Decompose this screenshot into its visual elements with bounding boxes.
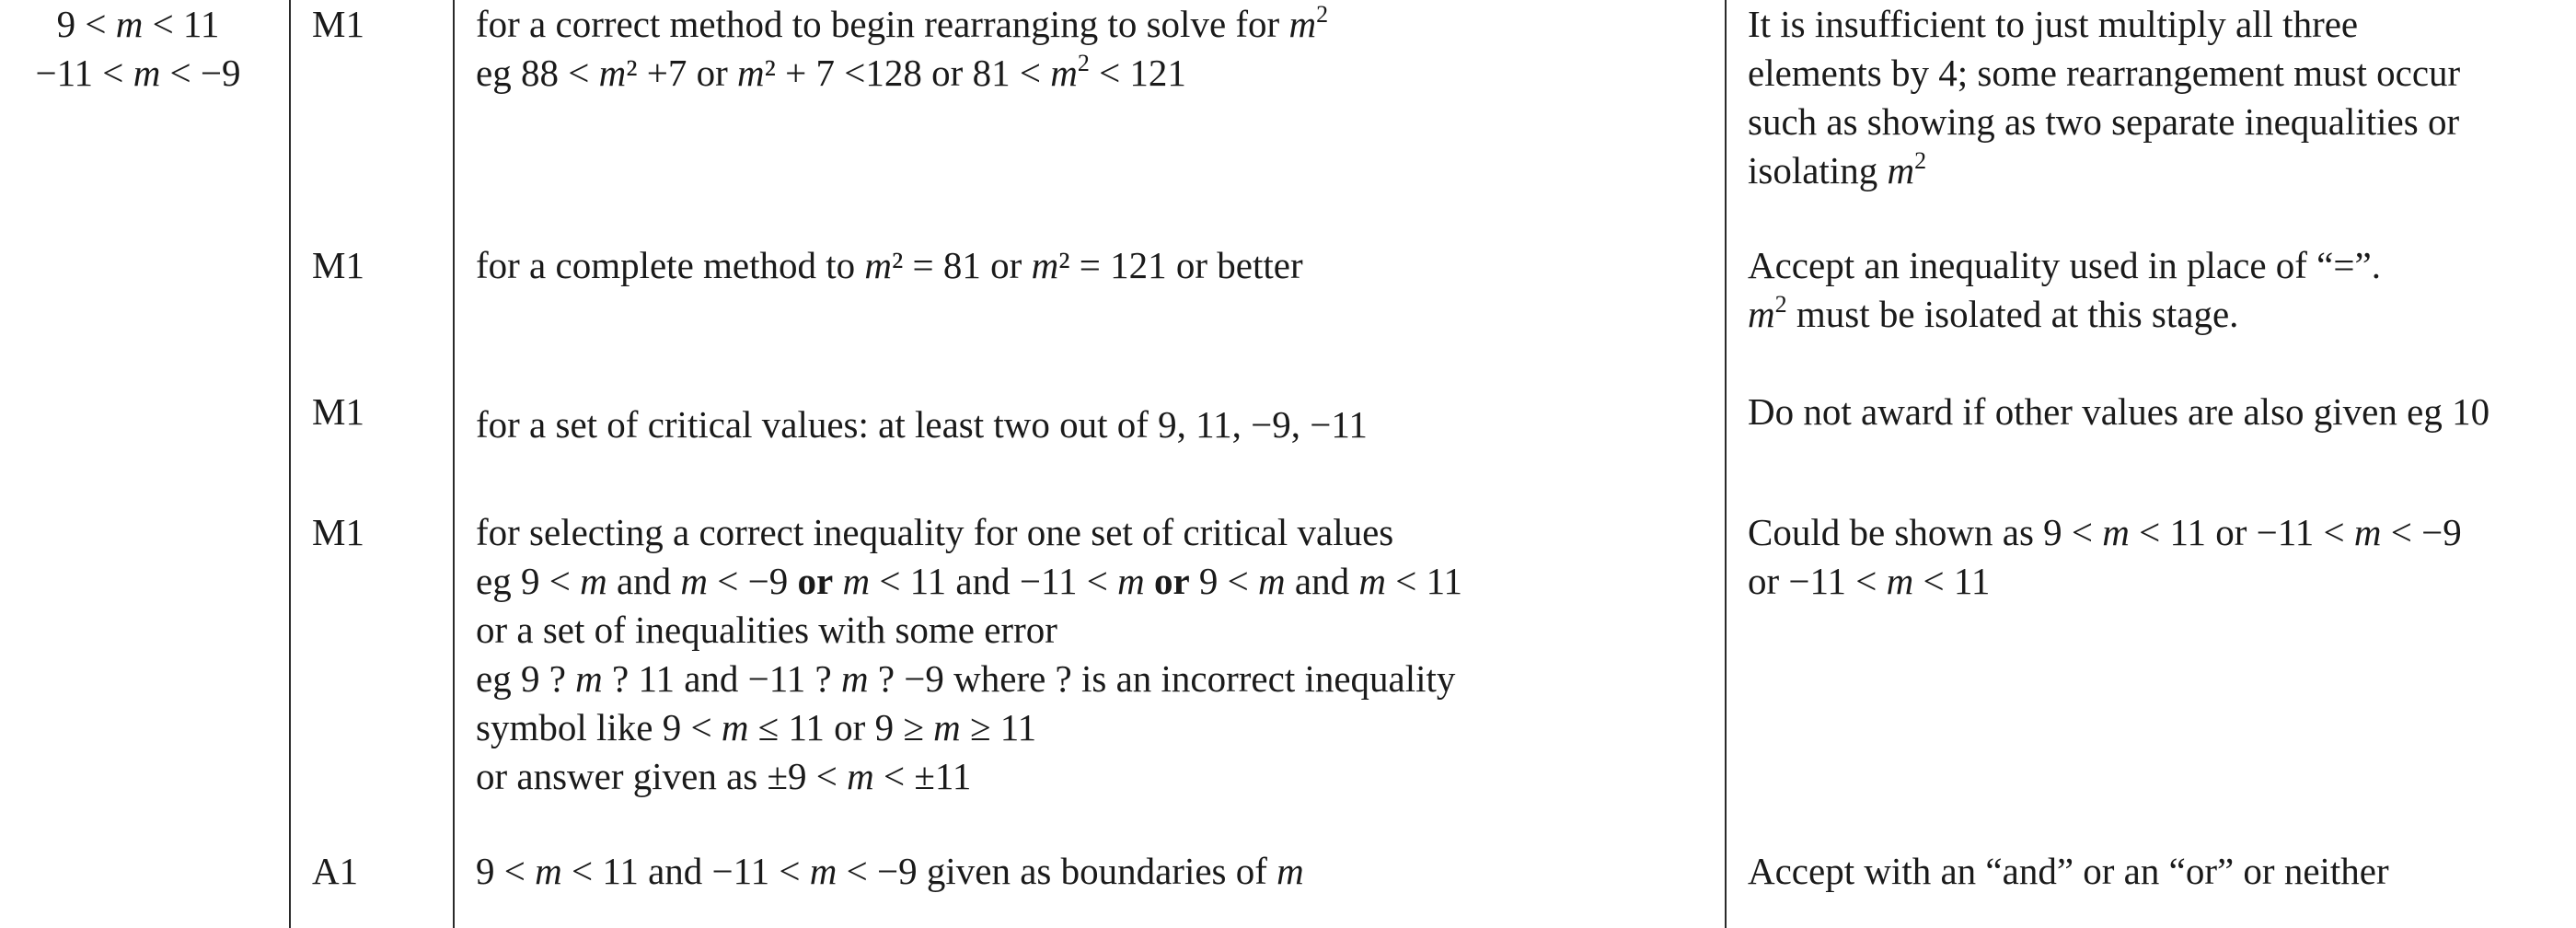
notes-row-2-line-2: $m^2$ must be isolated at this stage.	[1748, 291, 2239, 335]
notes-row-3-line-1: Do not award if other values are also given eg 10	[1748, 390, 2490, 433]
mark-row-5: A1	[312, 850, 359, 892]
notes-row-4-line-1: Could be shown as 9 < m < 11 or −11 < m < −9	[1748, 511, 2462, 553]
method-row-1	[476, 0, 1328, 98]
mark-row-4: M1	[312, 511, 364, 553]
method-row-5-line-1: 9 < m < 11 and −11 < m < −9 given as boundaries of m	[476, 850, 1304, 892]
column-divider-1	[289, 0, 291, 928]
method-row-1-line-1: for a correct method to begin rearranging to solve for $m^2$	[476, 1, 1329, 45]
notes-row-2-line-1: Accept an inequality used in place of “=”.	[1748, 244, 2381, 286]
method-row-4-line-2: eg 9 < m and m < −9 or m < 11 and −11 < m or 9 < m and m < 11	[476, 560, 1463, 602]
notes-row-5	[1748, 847, 2389, 896]
method-row-4-line-4: eg 9 ? m ? 11 and −11 ? m ? −9 where ? is an incorrect inequality	[476, 657, 1456, 700]
method-row-5	[476, 847, 1304, 896]
notes-row-1-line-1: It is insufficient to just multiply all three	[1748, 3, 2359, 45]
answer-cell	[0, 0, 276, 98]
notes-row-1	[1748, 0, 2460, 195]
method-row-4	[476, 508, 1462, 801]
method-row-2-line-1: for a complete method to m² = 81 or m² = 121 or better	[476, 244, 1303, 286]
answer-line-2: −11 < m < −9	[35, 52, 241, 94]
notes-row-1-line-4: isolating $m^2$	[1748, 147, 1927, 191]
method-row-1-line-2: eg 88 < m² +7 or m² + 7 <128 or $81 < m^2 < 121$	[476, 50, 1186, 94]
mark-row-1: M1	[312, 3, 364, 45]
notes-row-1-line-3: such as showing as two separate inequalities or	[1748, 100, 2460, 143]
column-divider-3	[1725, 0, 1727, 928]
method-row-4-line-5: symbol like 9 < m ≤ 11 or 9 ≥ m ≥ 11	[476, 706, 1037, 748]
method-row-3	[476, 400, 1368, 449]
notes-row-2	[1748, 241, 2381, 339]
notes-row-5-line-1: Accept with an “and” or an “or” or neither	[1748, 850, 2389, 892]
method-row-4-line-1: for selecting a correct inequality for one set of critical values	[476, 511, 1394, 553]
notes-row-4	[1748, 508, 2462, 606]
answer-line-1: 9 < m < 11	[56, 3, 220, 45]
notes-row-4-line-2: or −11 < m < 11	[1748, 560, 1991, 602]
column-divider-2	[453, 0, 455, 928]
mark-row-2: M1	[312, 244, 364, 286]
notes-row-1-line-2: elements by 4; some rearrangement must occur	[1748, 52, 2461, 94]
method-row-3-line-1: for a set of critical values: at least two out of 9, 11, −9, −11	[476, 403, 1368, 446]
notes-row-3	[1748, 388, 2489, 436]
method-row-4-line-3: or a set of inequalities with some error	[476, 609, 1057, 651]
method-row-2	[476, 241, 1303, 290]
method-row-4-line-6: or answer given as ±9 < m < ±11	[476, 755, 972, 797]
mark-row-3: M1	[312, 390, 364, 433]
